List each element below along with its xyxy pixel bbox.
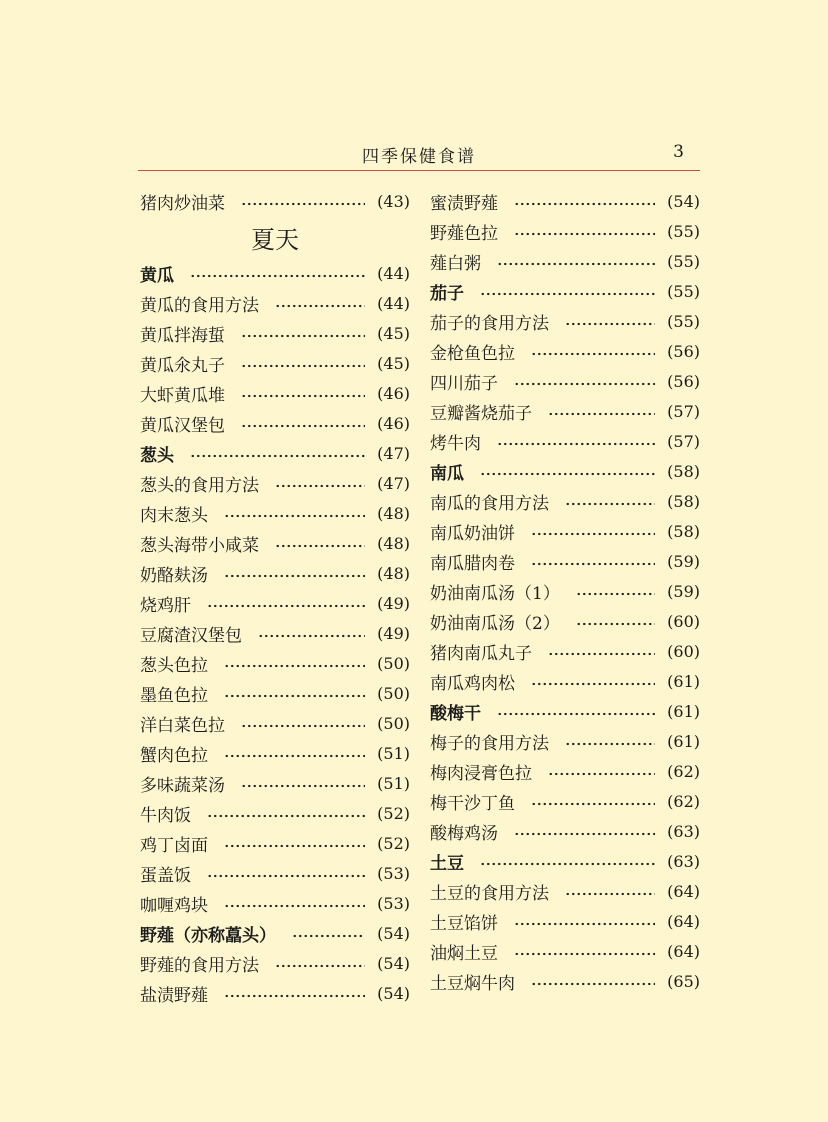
- dot-leader: [241, 334, 365, 338]
- dot-leader: [275, 544, 365, 548]
- entry-title: 南瓜: [430, 463, 464, 484]
- entry-page-number: (43): [377, 191, 410, 211]
- toc-category-entry[interactable]: [430, 846, 700, 876]
- toc-entry[interactable]: [430, 546, 700, 576]
- entry-page-number: (61): [667, 671, 700, 691]
- entry-title: 南瓜鸡肉松: [430, 673, 515, 694]
- entry-page-number: (44): [377, 293, 410, 313]
- dot-leader: [497, 442, 655, 446]
- entry-title: 墨鱼色拉: [140, 685, 208, 706]
- dot-leader: [497, 712, 655, 716]
- entry-title: 咖喱鸡块: [140, 895, 208, 916]
- entry-page-number: (48): [377, 533, 410, 553]
- entry-page-number: (62): [667, 761, 700, 781]
- entry-page-number: (59): [667, 581, 700, 601]
- dot-leader: [224, 844, 365, 848]
- entry-title: 牛肉饭: [140, 805, 191, 826]
- dot-leader: [565, 742, 655, 746]
- entry-page-number: (62): [667, 791, 700, 811]
- dot-leader: [548, 412, 655, 416]
- dot-leader: [531, 532, 655, 536]
- entry-page-number: (47): [377, 473, 410, 493]
- entry-title: 葱头海带小咸菜: [140, 535, 259, 556]
- dot-leader: [275, 304, 365, 308]
- dot-leader: [548, 772, 655, 776]
- entry-title: 盐渍野薤: [140, 985, 208, 1006]
- entry-title: 土豆的食用方法: [430, 883, 549, 904]
- entry-page-number: (63): [667, 851, 700, 871]
- toc-category-entry[interactable]: [140, 918, 410, 948]
- entry-title: 薤白粥: [430, 253, 481, 274]
- entry-page-number: (44): [377, 263, 410, 283]
- dot-leader: [241, 202, 365, 206]
- dot-leader: [576, 622, 655, 626]
- toc-entry[interactable]: [430, 336, 700, 366]
- page-header: [138, 140, 700, 170]
- entry-page-number: (65): [667, 971, 700, 991]
- entry-title: 黄瓜氽丸子: [140, 355, 225, 376]
- toc-entry[interactable]: [140, 678, 410, 708]
- entry-title: 茄子: [430, 283, 464, 304]
- entry-page-number: (49): [377, 593, 410, 613]
- toc-entry[interactable]: [430, 576, 700, 606]
- dot-leader: [275, 484, 365, 488]
- toc-entry[interactable]: [140, 768, 410, 798]
- dot-leader: [241, 364, 365, 368]
- entry-title: 野薤（亦称藠头）: [140, 925, 276, 946]
- toc-entry[interactable]: [430, 936, 700, 966]
- toc-entry[interactable]: [140, 378, 410, 408]
- dot-leader: [207, 874, 365, 878]
- toc-entry[interactable]: [140, 348, 410, 378]
- toc-left-column: [140, 186, 410, 1008]
- dot-leader: [224, 904, 365, 908]
- entry-title: 野薤色拉: [430, 223, 498, 244]
- entry-title: 蟹肉色拉: [140, 745, 208, 766]
- entry-page-number: (51): [377, 773, 410, 793]
- entry-title: 猪肉炒油菜: [140, 193, 225, 214]
- entry-title: 豆腐渣汉堡包: [140, 625, 242, 646]
- entry-title: 烤牛肉: [430, 433, 481, 454]
- entry-page-number: (61): [667, 701, 700, 721]
- toc-entry[interactable]: [430, 726, 700, 756]
- entry-title: 奶油南瓜汤（2）: [430, 613, 560, 634]
- dot-leader: [514, 382, 655, 386]
- toc-entry[interactable]: [140, 828, 410, 858]
- header-rule: [138, 170, 700, 171]
- toc-category-entry[interactable]: [430, 456, 700, 486]
- toc-entry[interactable]: [140, 978, 410, 1008]
- entry-page-number: (51): [377, 743, 410, 763]
- entry-title: 葱头色拉: [140, 655, 208, 676]
- toc-entry[interactable]: [430, 246, 700, 276]
- entry-title: 奶油南瓜汤（1）: [430, 583, 560, 604]
- entry-page-number: (54): [377, 923, 410, 943]
- entry-page-number: (55): [667, 251, 700, 271]
- entry-page-number: (56): [667, 341, 700, 361]
- entry-title: 金枪鱼色拉: [430, 343, 515, 364]
- dot-leader: [241, 424, 365, 428]
- toc-entry[interactable]: [140, 858, 410, 888]
- dot-leader: [224, 994, 365, 998]
- toc-entry[interactable]: [430, 636, 700, 666]
- toc-category-entry[interactable]: [430, 696, 700, 726]
- entry-title: 多味蔬菜汤: [140, 775, 225, 796]
- toc-entry[interactable]: [140, 648, 410, 678]
- toc-entry[interactable]: [140, 498, 410, 528]
- entry-page-number: (55): [667, 281, 700, 301]
- toc-entry[interactable]: [430, 606, 700, 636]
- dot-leader: [514, 832, 655, 836]
- toc-entry[interactable]: [430, 426, 700, 456]
- dot-leader: [224, 754, 365, 758]
- entry-title: 蜜渍野薤: [430, 193, 498, 214]
- entry-title: 土豆: [430, 853, 464, 874]
- dot-leader: [207, 814, 365, 818]
- entry-page-number: (64): [667, 941, 700, 961]
- dot-leader: [514, 202, 655, 206]
- dot-leader: [241, 784, 365, 788]
- entry-title: 黄瓜: [140, 265, 174, 286]
- entry-title: 黄瓜的食用方法: [140, 295, 259, 316]
- entry-title: 土豆馅饼: [430, 913, 498, 934]
- dot-leader: [241, 724, 365, 728]
- toc-entry[interactable]: [430, 906, 700, 936]
- toc-entry[interactable]: [140, 468, 410, 498]
- toc-entry[interactable]: [430, 666, 700, 696]
- entry-title: 酸梅干: [430, 703, 481, 724]
- dot-leader: [576, 592, 655, 596]
- entry-title: 南瓜的食用方法: [430, 493, 549, 514]
- entry-page-number: (55): [667, 311, 700, 331]
- entry-page-number: (60): [667, 611, 700, 631]
- toc-category-entry[interactable]: [140, 438, 410, 468]
- dot-leader: [292, 934, 365, 938]
- dot-leader: [531, 982, 655, 986]
- entry-title: 洋白菜色拉: [140, 715, 225, 736]
- entry-page-number: (45): [377, 353, 410, 373]
- dot-leader: [548, 652, 655, 656]
- dot-leader: [514, 232, 655, 236]
- toc-entry[interactable]: [140, 408, 410, 438]
- toc-entry[interactable]: [140, 888, 410, 918]
- entry-page-number: (50): [377, 683, 410, 703]
- entry-page-number: (52): [377, 803, 410, 823]
- entry-title: 葱头的食用方法: [140, 475, 259, 496]
- entry-page-number: (50): [377, 713, 410, 733]
- toc-entry[interactable]: [430, 876, 700, 906]
- entry-title: 酸梅鸡汤: [430, 823, 498, 844]
- entry-page-number: (58): [667, 491, 700, 511]
- toc-entry[interactable]: [140, 528, 410, 558]
- dot-leader: [224, 574, 365, 578]
- entry-page-number: (64): [667, 881, 700, 901]
- toc-entry[interactable]: [430, 306, 700, 336]
- entry-page-number: (60): [667, 641, 700, 661]
- entry-title: 猪肉南瓜丸子: [430, 643, 532, 664]
- toc-category-entry[interactable]: [430, 276, 700, 306]
- dot-leader: [207, 604, 365, 608]
- toc-entry[interactable]: [430, 966, 700, 996]
- toc-entry[interactable]: [140, 948, 410, 978]
- entry-page-number: (61): [667, 731, 700, 751]
- dot-leader: [514, 952, 655, 956]
- toc-entry[interactable]: [430, 396, 700, 426]
- dot-leader: [565, 322, 655, 326]
- toc-entry[interactable]: [140, 186, 410, 216]
- dot-leader: [275, 964, 365, 968]
- entry-page-number: (52): [377, 833, 410, 853]
- dot-leader: [480, 472, 655, 476]
- entry-page-number: (57): [667, 431, 700, 451]
- entry-title: 肉末葱头: [140, 505, 208, 526]
- toc-entry[interactable]: [140, 798, 410, 828]
- entry-page-number: (48): [377, 503, 410, 523]
- toc-entry[interactable]: [140, 738, 410, 768]
- entry-title: 梅干沙丁鱼: [430, 793, 515, 814]
- toc-entry[interactable]: [140, 288, 410, 318]
- entry-page-number: (53): [377, 863, 410, 883]
- toc-entry[interactable]: [430, 216, 700, 246]
- entry-page-number: (54): [377, 953, 410, 973]
- section-heading: 夏天: [251, 225, 299, 254]
- toc-entry[interactable]: [430, 756, 700, 786]
- dot-leader: [531, 682, 655, 686]
- entry-page-number: (50): [377, 653, 410, 673]
- toc-entry[interactable]: [430, 486, 700, 516]
- entry-title: 黄瓜汉堡包: [140, 415, 225, 436]
- entry-page-number: (58): [667, 521, 700, 541]
- toc-entry[interactable]: [430, 516, 700, 546]
- entry-title: 豆瓣酱烧茄子: [430, 403, 532, 424]
- toc-entry[interactable]: [430, 786, 700, 816]
- dot-leader: [480, 862, 655, 866]
- entry-page-number: (48): [377, 563, 410, 583]
- dot-leader: [224, 694, 365, 698]
- entry-title: 野薤的食用方法: [140, 955, 259, 976]
- dot-leader: [480, 292, 655, 296]
- entry-page-number: (46): [377, 383, 410, 403]
- entry-title: 蛋盖饭: [140, 865, 191, 886]
- entry-page-number: (47): [377, 443, 410, 463]
- dot-leader: [224, 664, 365, 668]
- toc-entry[interactable]: [430, 816, 700, 846]
- entry-title: 鸡丁卤面: [140, 835, 208, 856]
- entry-page-number: (54): [377, 983, 410, 1003]
- dot-leader: [565, 892, 655, 896]
- entry-page-number: (54): [667, 191, 700, 211]
- toc-entry[interactable]: [430, 186, 700, 216]
- entry-page-number: (45): [377, 323, 410, 343]
- entry-page-number: (46): [377, 413, 410, 433]
- dot-leader: [531, 352, 655, 356]
- entry-title: 南瓜奶油饼: [430, 523, 515, 544]
- dot-leader: [258, 634, 365, 638]
- toc-category-entry[interactable]: [140, 258, 410, 288]
- entry-page-number: (58): [667, 461, 700, 481]
- toc-entry[interactable]: [140, 588, 410, 618]
- entry-page-number: (53): [377, 893, 410, 913]
- dot-leader: [224, 514, 365, 518]
- toc-entry[interactable]: [140, 558, 410, 588]
- entry-title: 葱头: [140, 445, 174, 466]
- dot-leader: [531, 802, 655, 806]
- entry-title: 奶酪麸汤: [140, 565, 208, 586]
- entry-page-number: (49): [377, 623, 410, 643]
- dot-leader: [531, 562, 655, 566]
- entry-page-number: (56): [667, 371, 700, 391]
- entry-title: 大虾黄瓜堆: [140, 385, 225, 406]
- entry-title: 油焖土豆: [430, 943, 498, 964]
- entry-title: 梅子的食用方法: [430, 733, 549, 754]
- entry-page-number: (64): [667, 911, 700, 931]
- entry-title: 南瓜腊肉卷: [430, 553, 515, 574]
- entry-page-number: (57): [667, 401, 700, 421]
- dot-leader: [241, 394, 365, 398]
- page-number: 3: [673, 142, 684, 162]
- toc-entry[interactable]: [140, 708, 410, 738]
- entry-title: 四川茄子: [430, 373, 498, 394]
- dot-leader: [514, 922, 655, 926]
- toc-right-column: [430, 186, 700, 996]
- entry-title: 梅肉浸膏色拉: [430, 763, 532, 784]
- entry-title: 茄子的食用方法: [430, 313, 549, 334]
- entry-title: 黄瓜拌海蜇: [140, 325, 225, 346]
- entry-page-number: (59): [667, 551, 700, 571]
- dot-leader: [190, 274, 365, 278]
- entry-page-number: (63): [667, 821, 700, 841]
- dot-leader: [497, 262, 655, 266]
- toc-entry[interactable]: [430, 366, 700, 396]
- dot-leader: [565, 502, 655, 506]
- running-title: 四季保健食谱: [362, 147, 476, 167]
- entry-title: 烧鸡肝: [140, 595, 191, 616]
- entry-page-number: (55): [667, 221, 700, 241]
- toc-entry[interactable]: [140, 318, 410, 348]
- toc-entry[interactable]: [140, 618, 410, 648]
- entry-title: 土豆焖牛肉: [430, 973, 515, 994]
- dot-leader: [190, 454, 365, 458]
